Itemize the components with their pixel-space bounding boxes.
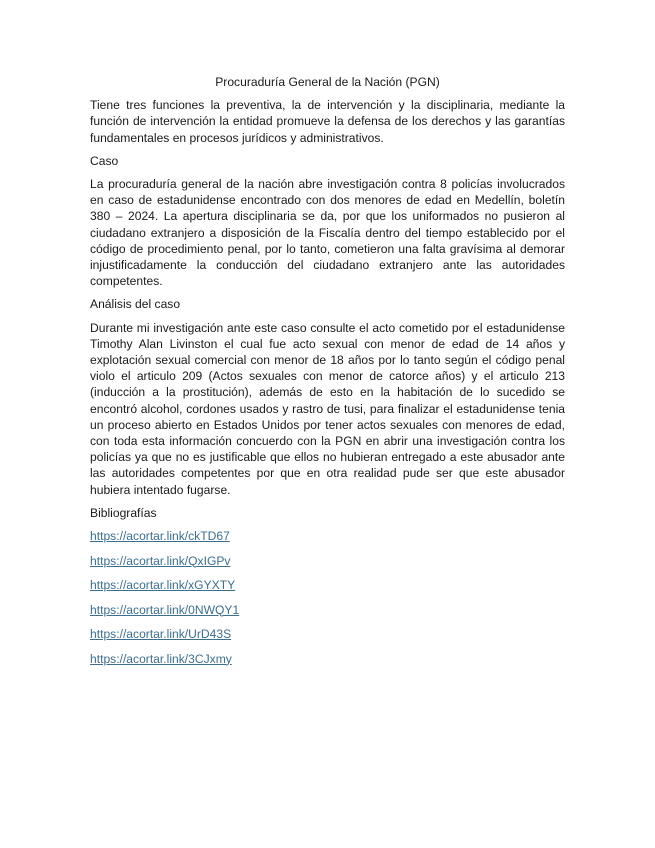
analysis-paragraph: Durante mi investigación ante este caso consulte el acto cometido por el estadunidense Timothy Alan Livinston el cual fue acto sexual con menor de edad de 14 años y explotación sexual comercial con menor de 18 años por lo tanto según el código penal violo el articulo 209 (Actos sexuales con menor de catorce años) y el articulo 213 (inducción a la prostitución), además de esto en la habitación de lo sucedido se encontró alcohol, cordones usados y rastro de tusi, para finalizar el estadunidense tenia un proceso abierto en Estados Unidos por tener actos sexuales con menores de edad, con toda esta información concuerdo con la PGN en abrir una investigación contra los policías ya que no es justificable que ellos no hubieran entregado a este abusador ante las autoridades competentes por que en otra realidad pude ser que este abusador hubiera intentado fugarse. <box>90 320 565 497</box>
bibliography-link-1[interactable]: https://acortar.link/ckTD67 <box>90 529 230 544</box>
document-title: Procuraduría General de la Nación (PGN) <box>215 75 440 89</box>
bibliography-link-5[interactable]: https://acortar.link/UrD43S <box>90 627 232 642</box>
analysis-heading: Análisis del caso <box>90 297 181 312</box>
bibliography-link-2[interactable]: https://acortar.link/QxIGPv <box>90 553 231 568</box>
intro-paragraph: Tiene tres funciones la preventiva, la de intervención y la disciplinaria, mediante la función de intervención la entidad promueve la defensa de los derechos y las garantías fundamentales en procesos jurídicos y administrativos. <box>90 98 565 145</box>
bibliography-item <box>90 577 565 593</box>
bibliography-item <box>90 651 565 667</box>
bibliography-list <box>90 528 565 667</box>
bibliography-item <box>90 602 565 618</box>
document-page <box>90 74 565 675</box>
bibliography-link-4[interactable]: https://acortar.link/0NWQY1 <box>90 602 240 617</box>
bibliography-item <box>90 626 565 642</box>
bibliography-item <box>90 553 565 569</box>
bibliography-link-6[interactable]: https://acortar.link/3CJxmy <box>90 651 232 666</box>
bibliography-heading: Bibliografías <box>90 505 157 520</box>
case-paragraph: La procuraduría general de la nación abre investigación contra 8 policías involucrados en caso de estadunidense encontrado con dos menores de edad en Medellín, boletín 380 – 2024. La apertura disciplinaria se da, por que los uniformados no pusieron al ciudadano extranjero a disposición de la Fiscalía dentro del tiempo establecido por el código de procedimiento penal, por lo tanto, cometieron una falta gravísima al demorar injustificadamente la conducción del ciudadano extranjero ante las autoridades competentes. <box>90 177 565 289</box>
case-heading: Caso <box>90 153 119 168</box>
bibliography-link-3[interactable]: https://acortar.link/xGYXTY <box>90 578 236 593</box>
bibliography-item <box>90 528 565 544</box>
